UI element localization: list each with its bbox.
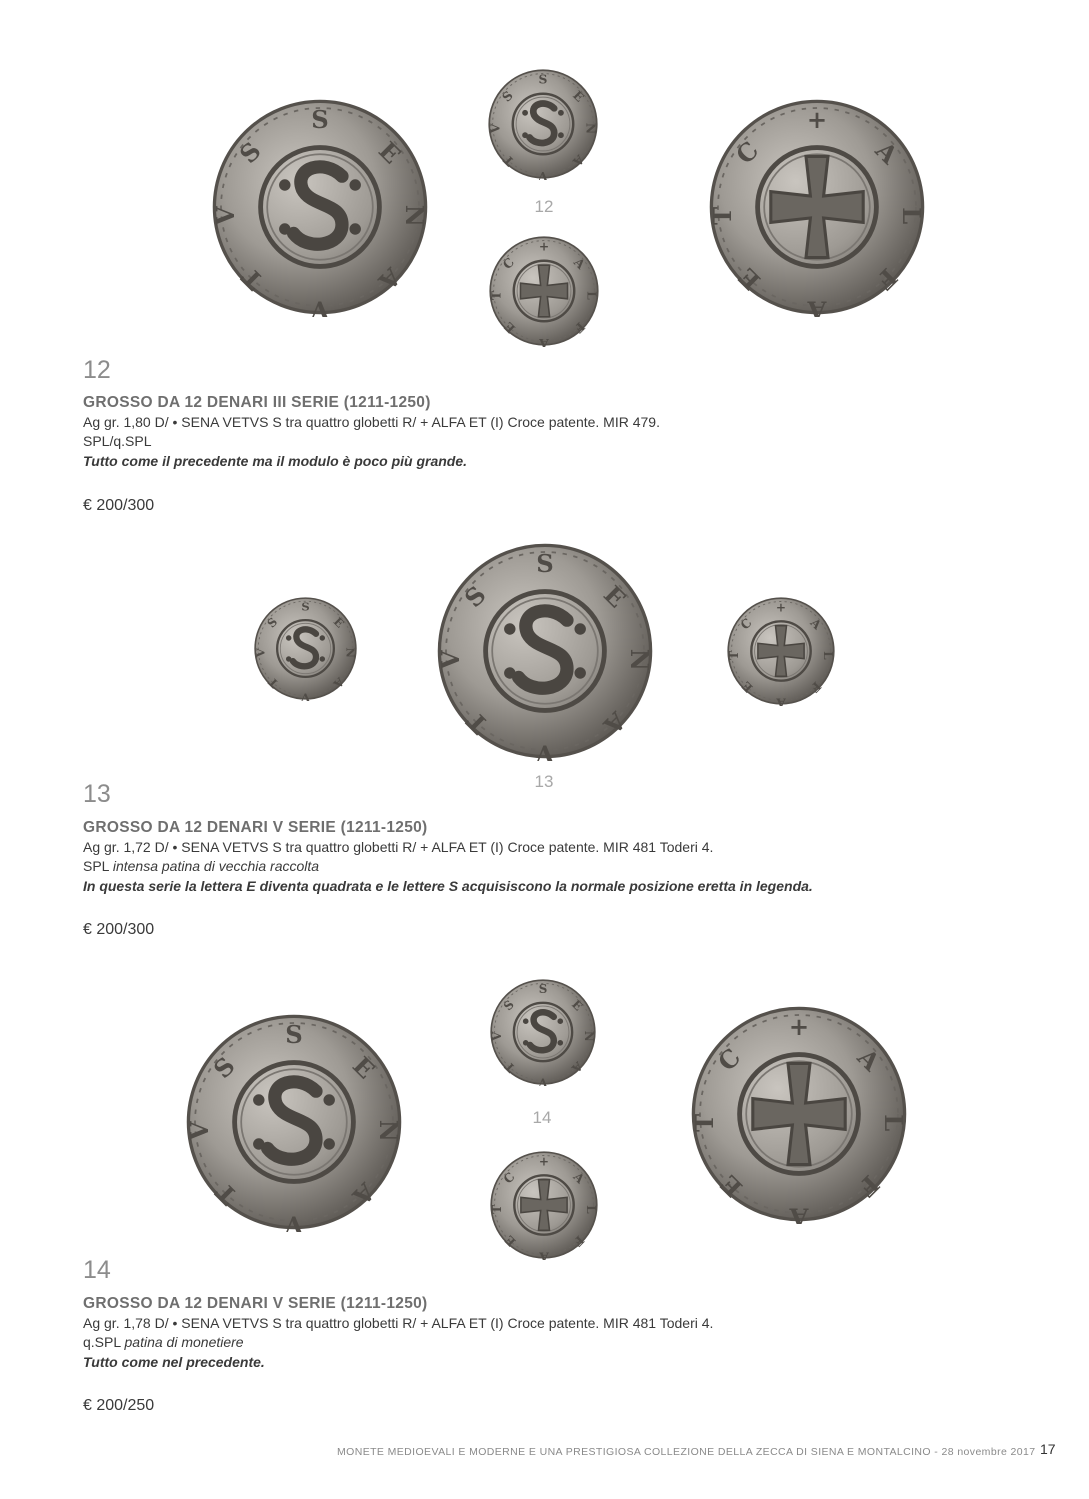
- coin-12-obverse-large: [210, 97, 430, 317]
- lot-grade: SPL/q.SPL: [83, 433, 152, 449]
- coin-13-reverse-small: [726, 596, 836, 706]
- lot-grade-line: [83, 432, 983, 452]
- lot-grade: q.SPL: [83, 1334, 121, 1350]
- coin-14-reverse-large: [689, 1004, 909, 1224]
- coin-12-reverse-large: [707, 97, 927, 317]
- lot-grade-line: [83, 1333, 983, 1353]
- lot-14-price: € 200/250: [83, 1397, 155, 1414]
- coin-13-obverse-large: [435, 541, 655, 761]
- coin-14-image-label: 14: [532, 1108, 552, 1127]
- footer-catalog-title: MONETE MEDIOEVALI E MODERNE E UNA PRESTIGIOSA COLLEZIONE DELLA ZECCA DI SIENA E MONTALCINO - 28 novembre 2017: [337, 1446, 1036, 1458]
- lot-12-details: [83, 393, 983, 471]
- lot-note: Tutto come il precedente ma il modulo è poco più grande.: [83, 452, 468, 469]
- lot-title: GROSSO DA 12 DENARI V SERIE (1211-1250): [83, 1295, 428, 1312]
- lot-number-14: 14: [83, 1256, 111, 1284]
- lot-grade-note: intensa patina di vecchia raccolta: [112, 858, 320, 874]
- lot-description: Ag gr. 1,72 D/ • SENA VETVS S tra quattro globetti R/ + ALFA ET (I) Croce patente. MIR 481 Toderi 4.: [83, 838, 714, 855]
- lot-14-details: [83, 1294, 983, 1372]
- lot-grade-note: patina di monetiere: [124, 1334, 244, 1350]
- coin-14-reverse-small: [489, 1150, 599, 1260]
- coin-13-obverse-small: [253, 596, 358, 701]
- lot-number-13: 13: [83, 780, 111, 808]
- lot-title: GROSSO DA 12 DENARI V SERIE (1211-1250): [83, 819, 428, 836]
- page-number: 17: [1040, 1441, 1056, 1457]
- lot-12-price: € 200/300: [83, 497, 155, 514]
- coin-14-obverse-large: [184, 1012, 404, 1232]
- lot-note: In questa serie la lettera E diventa quadrata e le lettere S acquisiscono la normale posizione eretta in legenda.: [83, 877, 813, 894]
- lot-title: GROSSO DA 12 DENARI III SERIE (1211-1250): [83, 394, 431, 411]
- lot-number-12: 12: [83, 356, 111, 384]
- lot-note: Tutto come nel precedente.: [83, 1353, 265, 1370]
- lot-grade: SPL: [83, 858, 109, 874]
- coin-12-obverse-small: [487, 68, 599, 180]
- lot-grade-line: [83, 857, 983, 877]
- lot-13-details: [83, 818, 983, 896]
- coin-13-image-label: 13: [534, 772, 554, 791]
- lot-description: Ag gr. 1,78 D/ • SENA VETVS S tra quattro globetti R/ + ALFA ET (I) Croce patente. MIR 481 Toderi 4.: [83, 1314, 714, 1331]
- coin-14-obverse-small: [489, 978, 597, 1086]
- coin-12-image-label: 12: [534, 197, 554, 216]
- lot-description: Ag gr. 1,80 D/ • SENA VETVS S tra quattro globetti R/ + ALFA ET (I) Croce patente. MIR 479.: [83, 413, 660, 430]
- coin-12-reverse-small: [488, 235, 600, 347]
- lot-13-price: € 200/300: [83, 921, 155, 938]
